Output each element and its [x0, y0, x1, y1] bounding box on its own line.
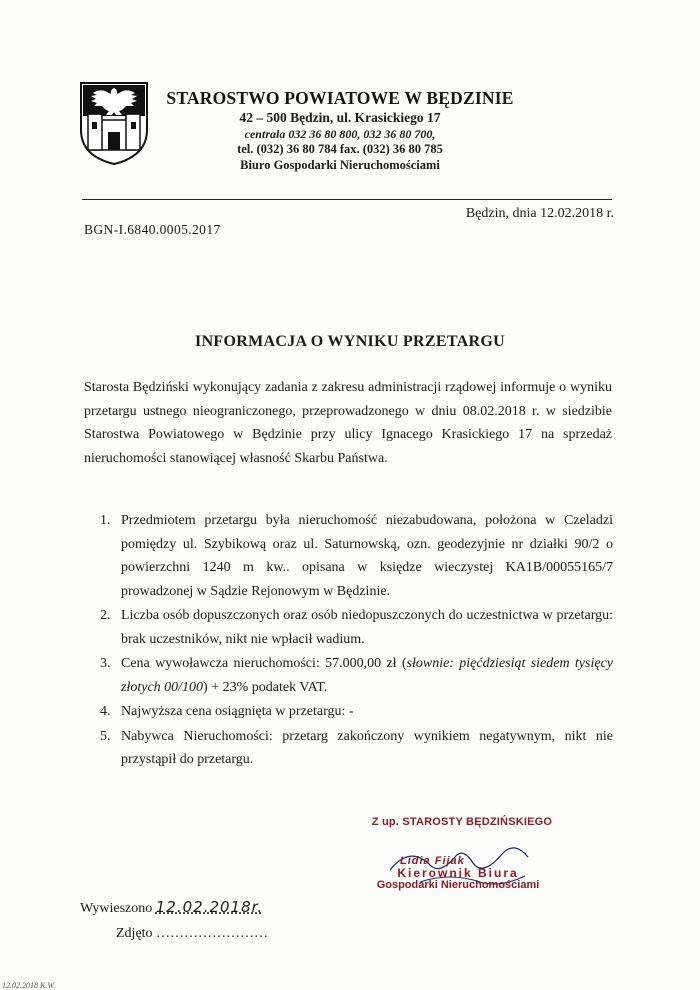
list-item	[100, 652, 613, 699]
place-date: Będzin, dnia 12.02.2018 r.	[465, 206, 614, 221]
reference-number: BGN-I.6840.0005.2017	[84, 222, 221, 237]
list-item-number: 5.	[100, 728, 111, 744]
list-item-text-italic: słownie: pięćdziesiąt siedem tysięcy złotych 00/100	[121, 656, 613, 695]
result-list	[100, 509, 613, 773]
list-item	[100, 509, 613, 603]
office-name: STAROSTWO POWIATOWE W BĘDZINIE	[166, 88, 514, 108]
posted-line	[80, 898, 263, 917]
list-item	[100, 725, 613, 772]
list-item	[100, 700, 613, 724]
office-address: 42 – 500 Będzin, ul. Krasickiego 17	[239, 110, 441, 125]
list-item-text: Najwyższa cena osiągnięta w przetargu: -	[121, 704, 354, 719]
removed-blank: ……………………	[156, 926, 269, 941]
list-item-text: Przedmiotem przetargu była nieruchomość niezabudowana, położona w Czeladzi pomiędzy ul. Szybikową oraz ul. Saturnowską, ozn. geodezyjnie nr działki 90/2 o powierzchni 1240 m kw.. opisana w księdze wieczystej KA1B/00055165/7 prowadzonej w Sądzie Rejonowym w Będzinie.	[121, 513, 613, 599]
list-item-text: Nabywca Nieruchomości: przetarg zakończony wynikiem negatywnym, nikt nie przystąpił do przetargu.	[121, 728, 613, 767]
stamp-line-department: Gospodarki Nieruchomościami	[376, 879, 540, 891]
office-department: Biuro Gospodarki Nieruchomościami	[240, 158, 440, 172]
intro-paragraph: Starosta Będziński wykonujący zadania z zakresu administracji rządowej informuje o wyniku przetargu ustnego nieograniczonego, przeprowadzonego w dniu 08.02.2018 r. w siedzibie Starostwa Powiatowego w Będzinie przy ulicy Ignacego Krasickiego 17 na sprzedaż nieruchomości stanowiącej własność Skarbu Państwa.	[84, 380, 612, 466]
removed-line	[116, 926, 268, 942]
removed-label: Zdjęto	[116, 926, 153, 941]
footer-note: 12.02.2018 K.W.	[2, 981, 56, 990]
stamp-name: Lidia Fijak	[400, 855, 465, 867]
list-item-number: 2.	[100, 608, 111, 623]
list-item-text: Liczba osób dopuszczonych oraz osób niedopuszczonych do uczestnictwa w przetargu: brak uczestników, nikt nie wpłacił wadium.	[121, 608, 613, 647]
office-central-phones: centrala 032 36 80 800, 032 36 80 700,	[244, 127, 436, 141]
posted-label: Wywieszono	[80, 901, 153, 916]
document-title: INFORMACJA O WYNIKU PRZETARGU	[195, 333, 505, 350]
posted-date: 12.02.2018r.	[155, 898, 264, 916]
list-item-number: 4.	[100, 704, 111, 719]
stamp-line-position: Kierownik Biura	[397, 866, 519, 880]
stamp-line-authority: Z up. STAROSTY BĘDZIŃSKIEGO	[371, 816, 553, 828]
list-item-number: 3.	[100, 656, 111, 671]
list-item	[100, 604, 613, 651]
coat-of-arms-icon	[78, 80, 150, 166]
list-item-number: 1.	[100, 513, 111, 528]
header-divider	[82, 199, 612, 200]
office-tel-fax: tel. (032) 36 80 784 fax. (032) 36 80 785	[237, 142, 443, 156]
list-item-text: Cena wywoławcza nieruchomości: 57.000,00 zł (	[121, 656, 407, 671]
list-item-text-after: ) + 23% podatek VAT.	[203, 679, 328, 695]
